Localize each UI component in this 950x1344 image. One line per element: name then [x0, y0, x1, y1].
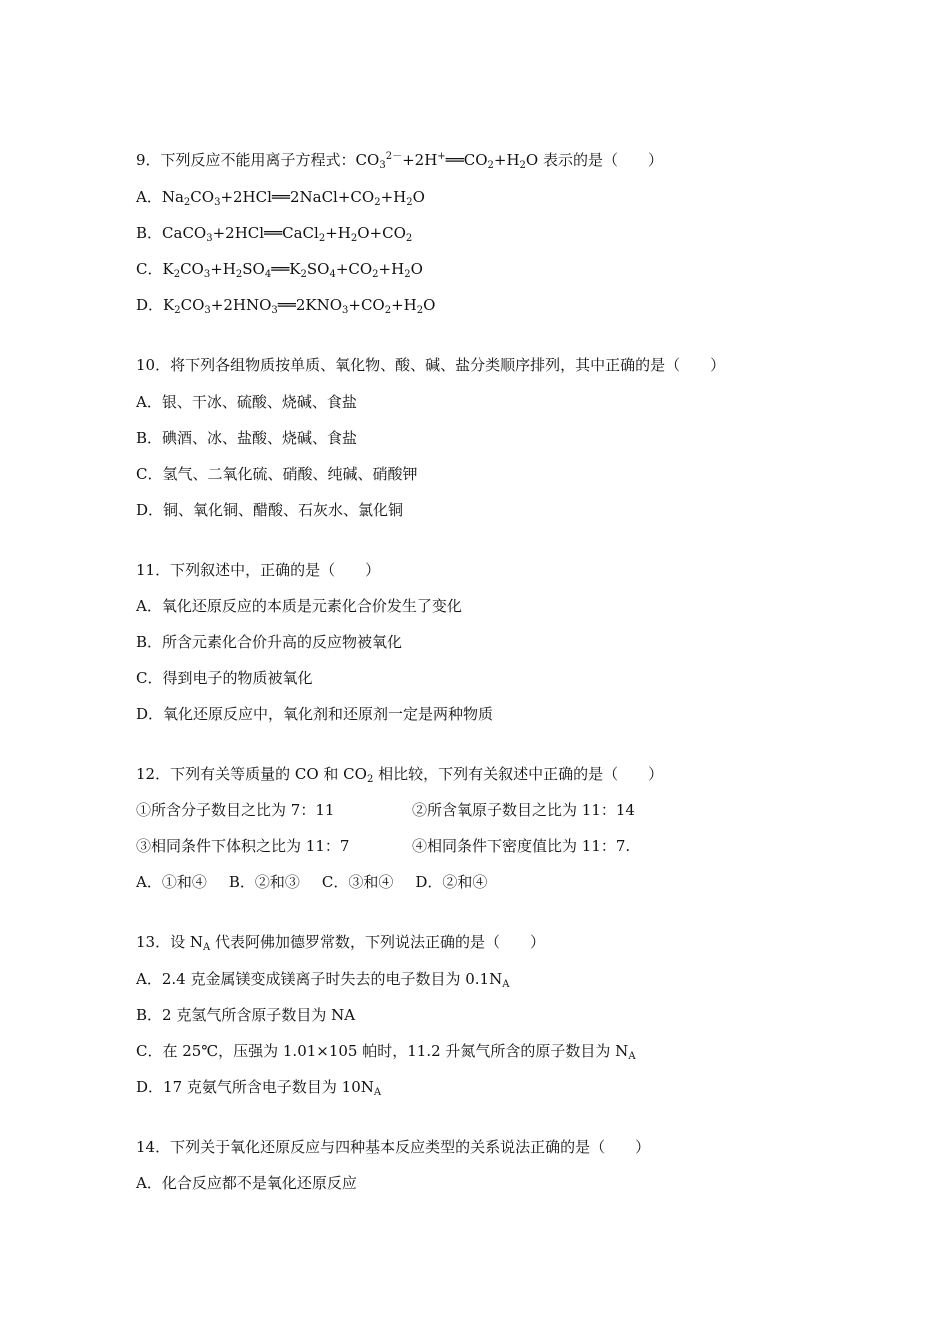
question-9-option-d[interactable]: D．$K_2CO_3+2HNO_3══2KNO_3+CO_2+H_2O$	[136, 296, 436, 316]
question-12-statement-row-1	[136, 800, 856, 820]
question-12-option-d[interactable]: D．②和④	[415, 873, 488, 891]
question-11-option-a[interactable]: A．氧化还原反应的本质是元素化合价发生了变化	[136, 597, 462, 615]
question-10-stem: 10．将下列各组物质按单质、氧化物、酸、碱、盐分类顺序排列，其中正确的是（ ）	[136, 356, 726, 374]
question-12-stem: 12．下列有关等质量的 CO 和 $CO_2$ 相比较，下列有关叙述中正确的是（ ）	[136, 765, 664, 785]
question-13-option-c[interactable]: C．在 25℃，压强为 1.01×105 帕时，11.2 升氮气所含的原子数目为 $N_A$	[136, 1042, 636, 1062]
question-11-option-d[interactable]: D．氧化还原反应中，氧化剂和还原剂一定是两种物质	[136, 705, 494, 723]
question-10-option-b[interactable]: B．碘酒、冰、盐酸、烧碱、食盐	[136, 429, 358, 447]
question-12-option-a[interactable]: A．①和④	[136, 873, 207, 891]
question-14-stem: 14．下列关于氧化还原反应与四种基本反应类型的关系说法正确的是（ ）	[136, 1138, 651, 1156]
question-9-option-b[interactable]: B．$CaCO_3+2HCl══CaCl_2+H_2O+CO_2$	[136, 224, 413, 244]
question-14-option-a[interactable]: A．化合反应都不是氧化还原反应	[136, 1174, 357, 1192]
question-9-stem: 9．下列反应不能用离子方程式：$CO^{32-}+2H^+══CO_2+H_2O$ 表示的是（ ）	[136, 151, 663, 171]
question-9-option-c[interactable]: C．$K_2CO_3+H_2SO_4══K_2SO_4+CO_2+H_2O$	[136, 260, 423, 280]
question-10-option-a[interactable]: A．银、干冰、硫酸、烧碱、食盐	[136, 393, 357, 411]
question-13-option-a[interactable]: A．2.4 克金属镁变成镁离子时失去的电子数目为 $0.1N_A$	[136, 970, 510, 990]
question-11-stem: 11．下列叙述中，正确的是（ ）	[136, 561, 381, 579]
statement-2: ②所含氧原子数目之比为 11：14	[412, 801, 635, 819]
question-13-option-d[interactable]: D．17 克氨气所含电子数目为 $10N_A$	[136, 1078, 382, 1098]
statement-3: ③相同条件下体积之比为 11：7	[136, 837, 350, 855]
question-10-option-d[interactable]: D．铜、氧化铜、醋酸、石灰水、氯化铜	[136, 501, 404, 519]
statement-4: ④相同条件下密度值比为 11：7.	[412, 837, 631, 855]
question-11-option-b[interactable]: B．所含元素化合价升高的反应物被氧化	[136, 633, 403, 651]
question-12-option-b[interactable]: B．②和③	[228, 873, 300, 891]
question-9-option-a[interactable]: A．$Na_2CO_3+2HCl══2NaCl+CO_2+H_2O$	[136, 188, 425, 208]
question-12-choices	[136, 872, 487, 892]
question-11-option-c[interactable]: C．得到电子的物质被氧化	[136, 669, 313, 687]
question-13-option-b[interactable]: B．2 克氢气所含原子数目为 NA	[136, 1006, 356, 1024]
question-12-statement-row-2	[136, 836, 856, 856]
question-10-option-c[interactable]: C．氢气、二氧化硫、硝酸、纯碱、硝酸钾	[136, 465, 418, 483]
question-12-option-c[interactable]: C．③和④	[321, 873, 394, 891]
statement-1: ①所含分子数目之比为 7：11	[136, 801, 335, 819]
question-13-stem: 13．设 $N_A$ 代表阿佛加德罗常数，下列说法正确的是（ ）	[136, 933, 545, 953]
